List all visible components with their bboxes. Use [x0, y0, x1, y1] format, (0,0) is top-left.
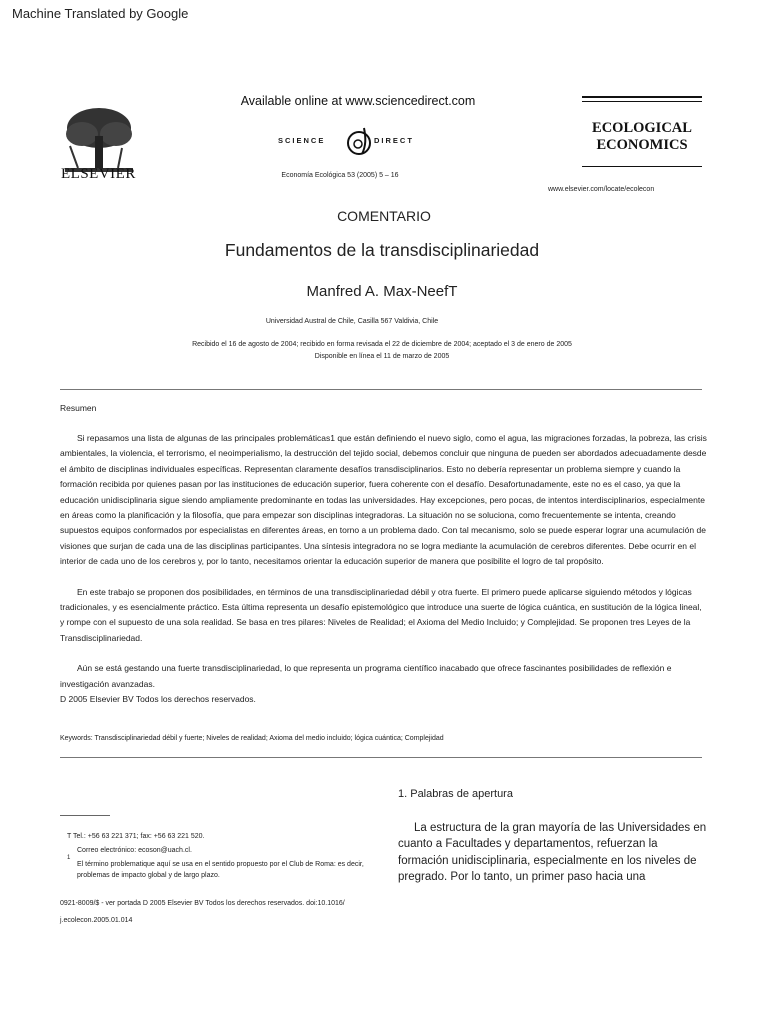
abstract-paragraph-3: Aún se está gestando una fuerte transdisciplinariedad, lo que representa un programa científico inacabado que ofrece fascinantes posibilidades de reflexión e investigación avanzadas.: [60, 663, 672, 689]
abstract-rule-top: [60, 389, 702, 390]
sd-left-word: SCIENCE: [278, 136, 326, 145]
journal-rule-bottom: [582, 166, 702, 167]
section-body: La estructura de la gran mayoría de las Universidades en cuanto a Facultades y departamentos, refuerzan la formación unidisciplinaria, especialmente en los niveles de pregrado. Por lo tanto, un primer paso hacia una: [398, 822, 707, 883]
footnote-mark: 1: [67, 855, 71, 861]
footnote-contact: T Tel.: +56 63 221 371; fax: +56 63 221 520.: [67, 833, 205, 840]
author-name: Manfred A. Max-NeefT: [306, 283, 458, 300]
section-heading: 1. Palabras de apertura: [398, 788, 513, 800]
footnote-1: El término problematique aquí se usa en el sentido propuesto por el Club de Roma: es decir, problemas de impacto global y de largo plazo.: [77, 861, 364, 879]
publisher-name: ELSEVIER: [61, 166, 136, 182]
available-date: Disponible en línea el 11 de marzo de 2005: [314, 353, 450, 360]
abstract-copyright: D 2005 Elsevier BV Todos los derechos reservados.: [60, 694, 256, 705]
journal-reference: Economía Ecológica 53 (2005) 5 – 16: [281, 172, 399, 179]
translation-banner: Machine Translated by Google: [12, 6, 189, 21]
article-type: COMENTARIO: [337, 208, 431, 224]
journal-rule-top-thin: [582, 101, 702, 102]
footnote-email[interactable]: Correo electrónico: ecoson@uach.cl.: [77, 847, 192, 854]
footnote-rule: [60, 815, 110, 816]
abstract-label: Resumen: [60, 403, 97, 413]
sd-right-word: DIRECT: [374, 136, 414, 145]
abstract-paragraph-1: Si repasamos una lista de algunas de las principales problemáticas1 que están definiendo el nuevo siglo, como el agua, las migraciones forzadas, la pobreza, las crisis ambientales, la violencia, el terrorismo, el neoimperialismo, la destrucción del tejido social, debemos concluir que ninguna de pueden ser abordados adecuadamente desde el ámbito de disciplinas individuales específicas. Representan claramente desafíos transdisciplinarios. Esto no debería representar un problema siempre y cuando la formación recibida por quienes pasan por las instituciones de educación superior, fuera coherente con el desafío. Desafortunadamente, este no es el caso, ya que la educación unidisciplinaria sigue siendo ampliamente predominante en todas las universidades. Hay excepciones, pero pocas, de intentos interdisciplinarios, especialmente en áreas como la planificación y la filosofía, que para empezar son disciplinas integradoras. La situación no se soluciona, como frecuentemente se intenta, creando supuestos equipos conformados por especialistas en diferentes áreas, en torno a un problema dado. Con tal mecanismo, solo se puede esperar lograr una acumulación de visiones que surjan de cada una de las disciplinas participantes. Una síntesis integradora no se logra mediante la acumulación de cerebros diferentes. Debe ocurrir en el interior de cada uno de los cerebros y, por lo tanto, necesitamos orientar la educación superior de manera que posibilite el logro de tal propósito.: [60, 433, 707, 567]
sciencedirect-logo: [278, 124, 438, 160]
journal-rule-top: [582, 96, 702, 98]
journal-title-line2: ECONOMICS: [596, 137, 688, 153]
received-dates: Recibido el 16 de agosto de 2004; recibido en forma revisada el 22 de diciembre de 2004; aceptado el 3 de enero de 2005: [192, 341, 572, 348]
issn-doi: 0921-8009/$ - ver portada D 2005 Elsevier BV Todos los derechos reservados. doi:10.1016/ j.ecolecon.2005.01.014: [60, 900, 345, 924]
abstract-rule-bottom: [60, 757, 702, 758]
sd-mark-icon: [344, 124, 374, 158]
affiliation: Universidad Austral de Chile, Casilla 567 Valdivia, Chile: [265, 318, 439, 325]
abstract-body: [60, 431, 708, 708]
journal-title: [582, 120, 702, 154]
keywords: Keywords: Transdisciplinariedad débil y fuerte; Niveles de realidad; Axioma del medio incluido; lógica cuántica; Complejidad: [60, 735, 444, 742]
journal-title-line1: ECOLOGICAL: [592, 120, 692, 136]
abstract-paragraph-2: En este trabajo se proponen dos posibilidades, en términos de una transdisciplinariedad débil y otra fuerte. El primero puede aplicarse siguiendo métodos y lógicas tradicionales, y es esencialmente práctico. Esta última representa un desafío epistemológico que introduce una suerte de lógica cuántica, en sustitución de la lógica lineal, y rompe con el supuesto de una sola realidad. Se basa en tres pilares: Niveles de Realidad; el Axioma del Medio Incluido; y Complejidad. Se proponen tres Leyes de la Transdisciplinariedad.: [60, 586, 702, 643]
available-online: Available online at www.sciencedirect.com: [240, 94, 476, 108]
journal-url[interactable]: www.elsevier.com/locate/ecolecon: [548, 186, 655, 193]
paper-title: Fundamentos de la transdisciplinariedad: [224, 240, 540, 260]
